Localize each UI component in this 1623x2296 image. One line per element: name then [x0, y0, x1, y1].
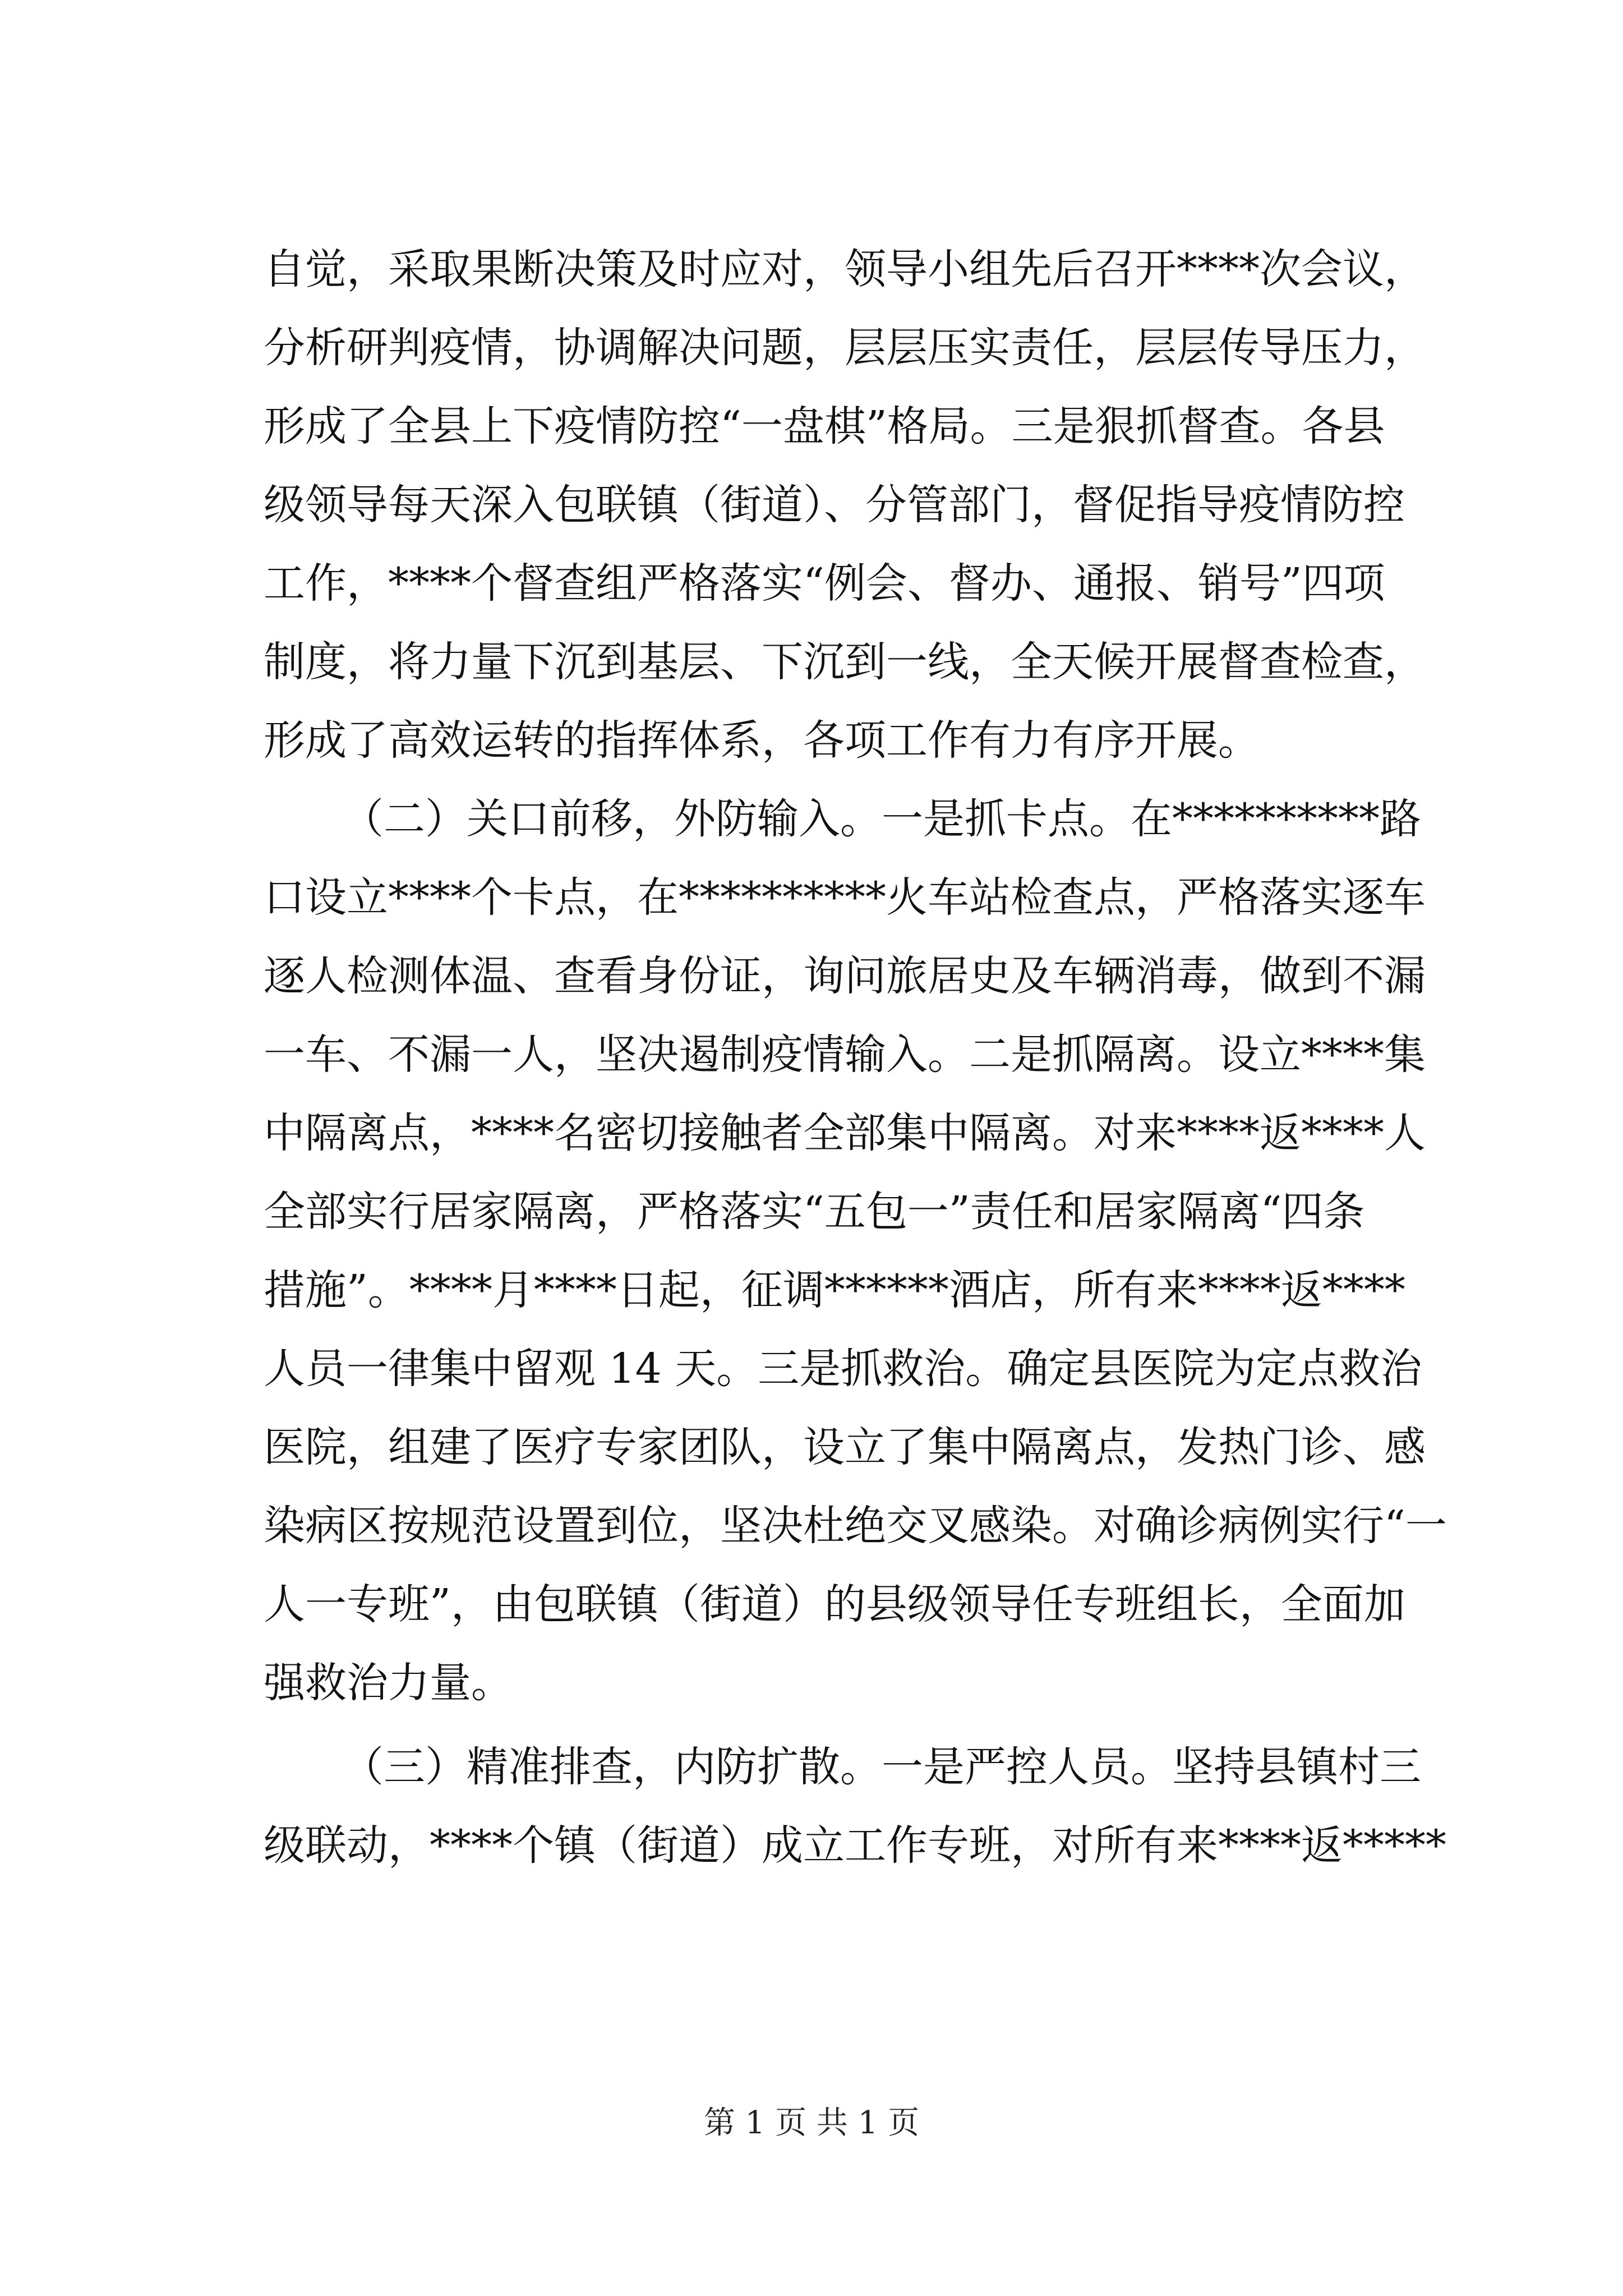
text-line: 形成了全县上下疫情防控“一盘棋”格局。三是狠抓督查。各县 — [264, 402, 1385, 450]
text-line: 逐人检测体温、查看身份证，询问旅居史及车辆消毒，做到不漏 — [264, 952, 1426, 1000]
text-line: 制度，将力量下沉到基层、下沉到一线，全天候开展督查检查， — [264, 638, 1426, 686]
text-line: 级联动，****个镇（街道）成立工作专班，对所有来****返***** — [264, 1821, 1446, 1870]
text-line: 形成了高效运转的指挥体系，各项工作有力有序开展。 — [264, 716, 1260, 765]
text-line: 强救治力量。 — [264, 1659, 513, 1707]
text-line: 口设立****个卡点，在**********火车站检查点，严格落实逐车 — [264, 873, 1426, 922]
text-line: 级领导每天深入包联镇（街道）、分管部门，督促指导疫情防控 — [264, 481, 1405, 529]
text-line: 染病区按规范设置到位，坚决杜绝交叉感染。对确诊病例实行“一 — [264, 1502, 1447, 1550]
text-line: 措施”。****月****日起，征调******酒店，所有来****返**** — [264, 1266, 1405, 1314]
text-line: 工作，****个督查组严格落实“例会、督办、通报、销号”四项 — [264, 559, 1385, 608]
text-line: 人员一律集中留观 14 天。三是抓救治。确定县医院为定点救治 — [264, 1345, 1422, 1393]
text-line: 全部实行居家隔离，严格落实“五包一”责任和居家隔离“四条 — [264, 1188, 1365, 1236]
text-line: 自觉，采取果断决策及时应对，领导小组先后召开****次会议， — [264, 245, 1426, 293]
page-footer: 第 1 页 共 1 页 — [703, 2105, 920, 2141]
section-heading-line: （三）精准排查，内防扩散。一是严控人员。坚持县镇村三 — [342, 1743, 1421, 1791]
section-heading-line: （二）关口前移，外防输入。一是抓卡点。在**********路 — [342, 795, 1421, 843]
text-line: 中隔离点，****名密切接触者全部集中隔离。对来****返****人 — [264, 1109, 1426, 1157]
text-line: 一车、不漏一人，坚决遏制疫情输入。二是抓隔离。设立****集 — [264, 1030, 1426, 1079]
text-line: 分析研判疫情，协调解决问题，层层压实责任，层层传导压力， — [264, 324, 1426, 372]
text-line: 医院，组建了医疗专家团队，设立了集中隔离点，发热门诊、感 — [264, 1423, 1426, 1471]
text-line: 人一专班”，由包联镇（街道）的县级领导任专班组长，全面加 — [264, 1580, 1405, 1628]
